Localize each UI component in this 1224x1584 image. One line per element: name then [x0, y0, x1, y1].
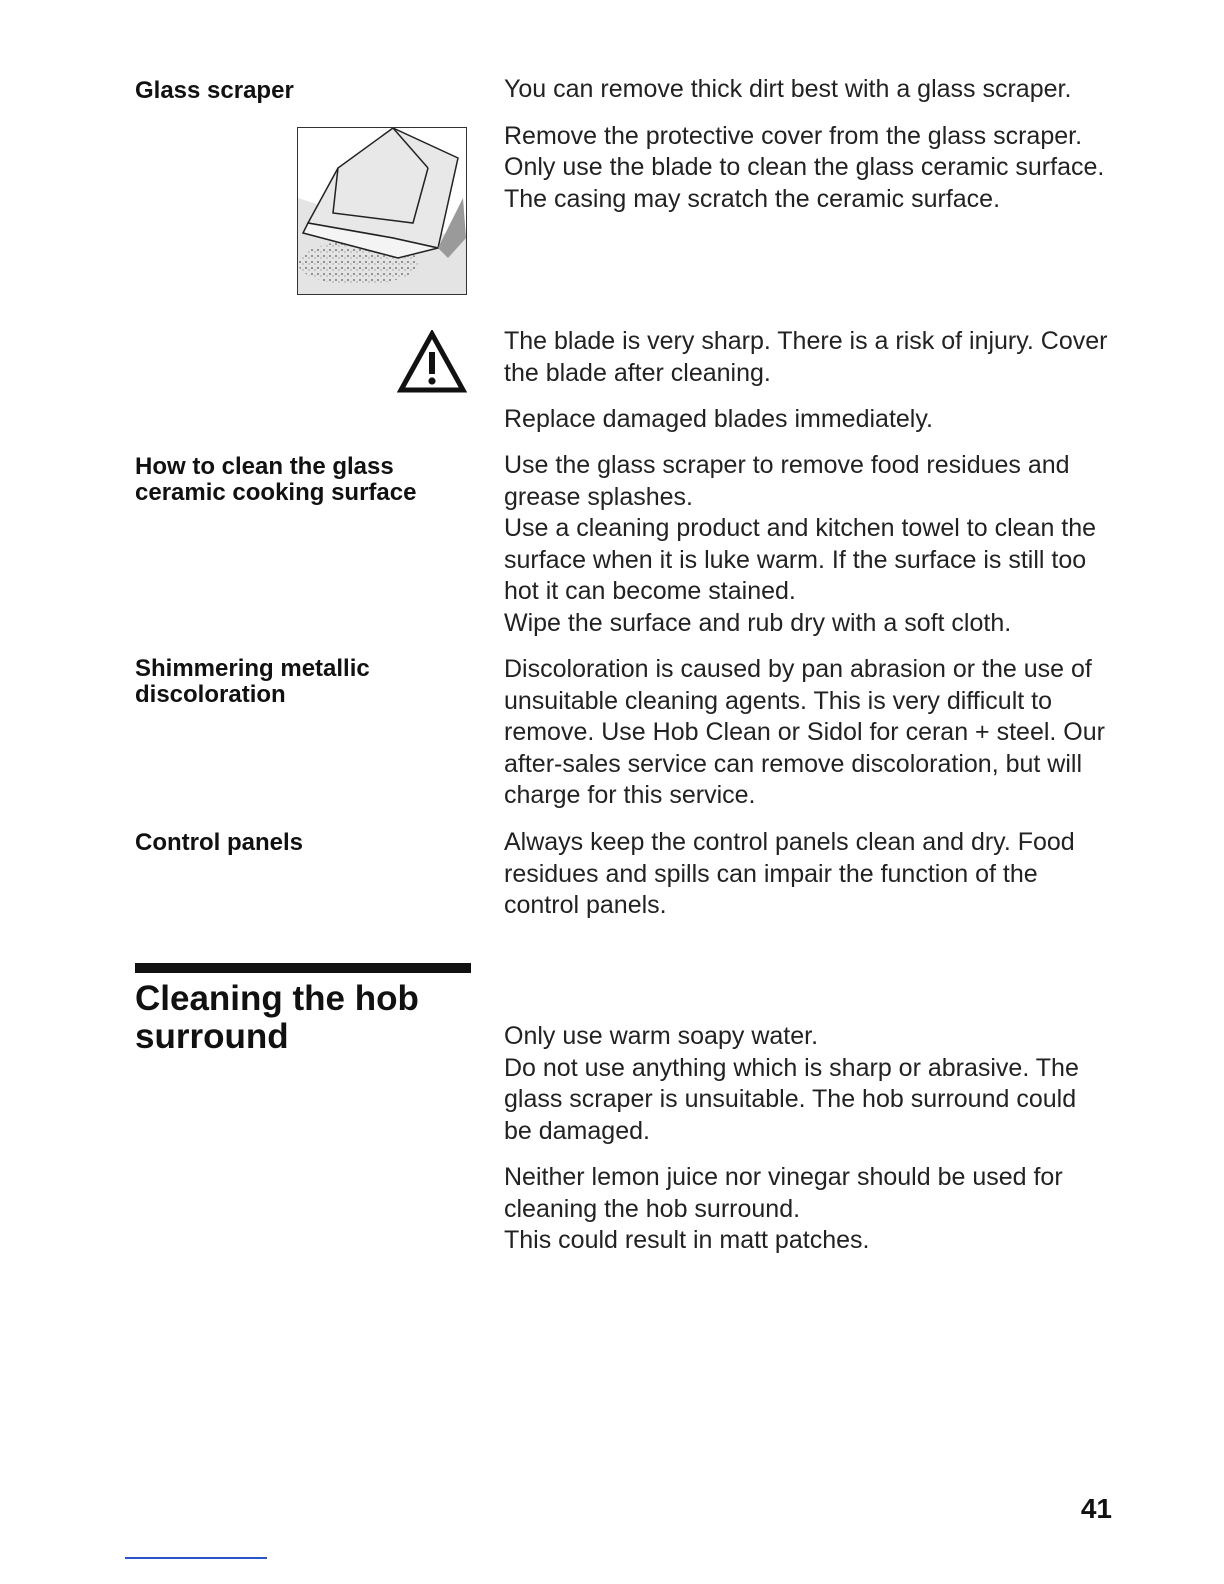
warning-para-1: The blade is very sharp. There is a risk of injury. Cover the blade after cleaning.: [504, 327, 1108, 387]
warning-text: [504, 326, 1116, 451]
how-to-clean-text: Use the glass scraper to remove food residues and grease splashes. Use a cleaning product and kitchen towel to clean the surface when it is luke warm. If the surface is still too hot it can become stained. Wipe the surface and rub dry with a soft cloth.: [504, 451, 1097, 637]
glass-scraper-label: Glass scraper: [135, 77, 294, 104]
warning-para-2: Replace damaged blades immediately.: [504, 405, 933, 433]
shimmering-text: Discoloration is caused by pan abrasion or the use of unsuitable cleaning agents. This is very difficult to remove. Use Hob Clean or Sidol for ceran + steel. Our after-sales service can remove discoloration, but will charge for this service.: [504, 655, 1105, 809]
hob-surround-text: [504, 1021, 1104, 1272]
page-number: 41: [1080, 1493, 1112, 1524]
glass-scraper-text: [504, 74, 1124, 230]
hob-surround-heading: Cleaning the hob surround: [135, 979, 419, 1056]
hob-surround-para-2: Neither lemon juice nor vinegar should be used for cleaning the hob surround. This could result in matt patches.: [504, 1163, 1063, 1254]
glass-scraper-illustration: [297, 127, 467, 295]
section-divider: [135, 963, 471, 973]
control-panels-text: Always keep the control panels clean and dry. Food residues and spills can impair the function of the control panels.: [504, 828, 1075, 919]
how-to-clean-label: How to clean the glass ceramic cooking surface: [135, 453, 417, 506]
shimmering-label: Shimmering metallic discoloration: [135, 655, 370, 708]
hob-surround-para-1: Only use warm soapy water. Do not use anything which is sharp or abrasive. The glass scraper is unsuitable. The hob surround could be damaged.: [504, 1022, 1079, 1145]
glass-scraper-para-2: Remove the protective cover from the glass scraper. Only use the blade to clean the glass ceramic surface. The casing may scratch the ceramic surface.: [504, 121, 1105, 213]
warning-triangle-icon: [397, 330, 467, 393]
footer-rule: [125, 1557, 267, 1559]
control-panels-label: Control panels: [135, 829, 304, 856]
glass-scraper-para-1: You can remove thick dirt best with a glass scraper.: [504, 75, 1072, 103]
